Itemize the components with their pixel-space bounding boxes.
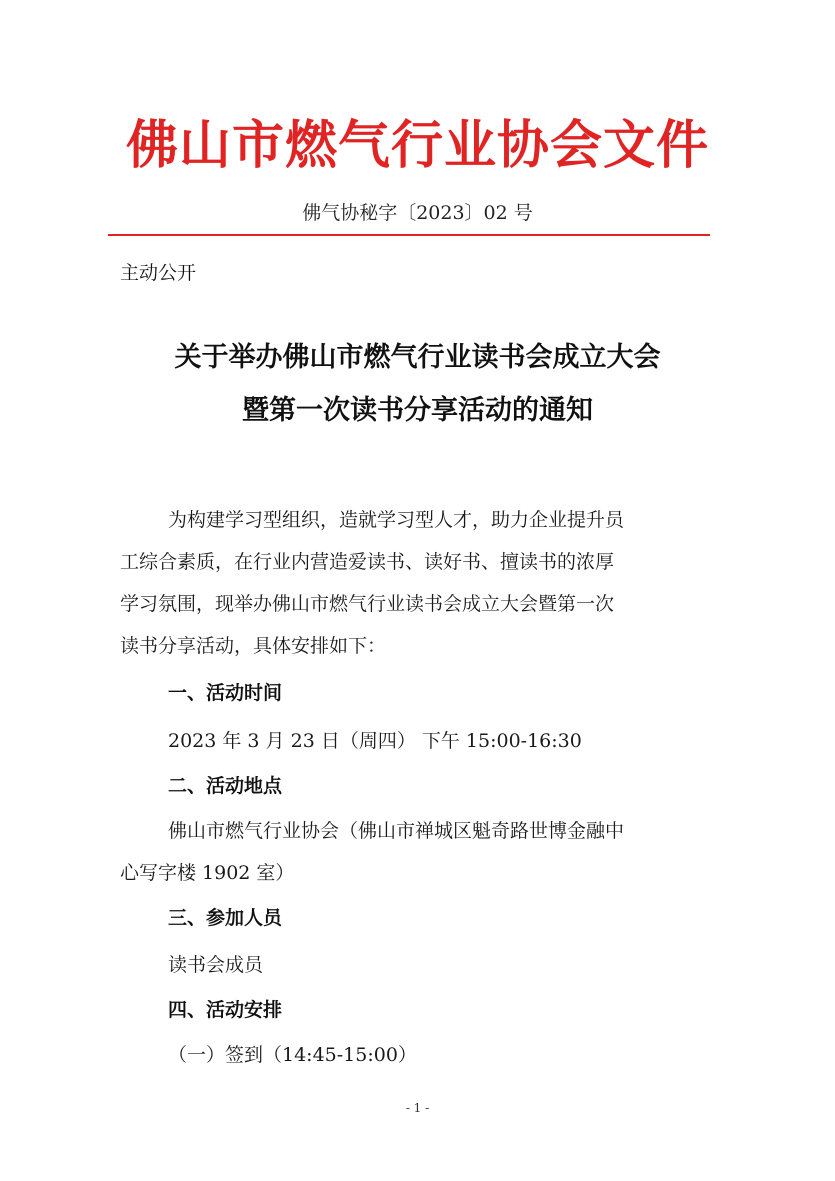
document-number: 佛气协秘字〔2023〕02 号 bbox=[302, 202, 533, 224]
intro-line-3: 学习氛围，现举办佛山市燃气行业读书会成立大会暨第一次 bbox=[120, 593, 615, 615]
section-text-people: 读书会成员 bbox=[168, 954, 264, 976]
intro-line-1: 为构建学习型组织，造就学习型人才，助力企业提升员 bbox=[168, 509, 625, 531]
notice-title-line-1: 关于举办佛山市燃气行业读书会成立大会 bbox=[174, 342, 661, 373]
masthead-title: 佛山市燃气行业协会文件 bbox=[125, 115, 709, 176]
intro-line-2: 工综合素质，在行业内营造爱读书、读好书、擅读书的浓厚 bbox=[120, 551, 615, 573]
section-text-time: 2023 年 3 月 23 日（周四） 下午 15:00-16:30 bbox=[168, 730, 582, 752]
schedule-item-1: （一）签到（14:45-15:00） bbox=[168, 1044, 417, 1066]
notice-title-line-2: 暨第一次读书分享活动的通知 bbox=[242, 395, 593, 426]
section-heading-place: 二、活动地点 bbox=[168, 775, 283, 797]
section-heading-schedule: 四、活动安排 bbox=[168, 999, 283, 1021]
red-divider-line bbox=[108, 234, 710, 236]
page-number: - 1 - bbox=[405, 1101, 430, 1115]
section-text-place-line-2: 心写字楼 1902 室） bbox=[120, 862, 295, 884]
section-text-place-line-1: 佛山市燃气行业协会（佛山市禅城区魁奇路世博金融中 bbox=[168, 820, 625, 842]
disclosure-label: 主动公开 bbox=[120, 262, 197, 284]
intro-line-4: 读书分享活动，具体安排如下： bbox=[120, 635, 387, 657]
section-heading-time: 一、活动时间 bbox=[168, 682, 283, 704]
section-heading-people: 三、参加人员 bbox=[168, 907, 283, 929]
